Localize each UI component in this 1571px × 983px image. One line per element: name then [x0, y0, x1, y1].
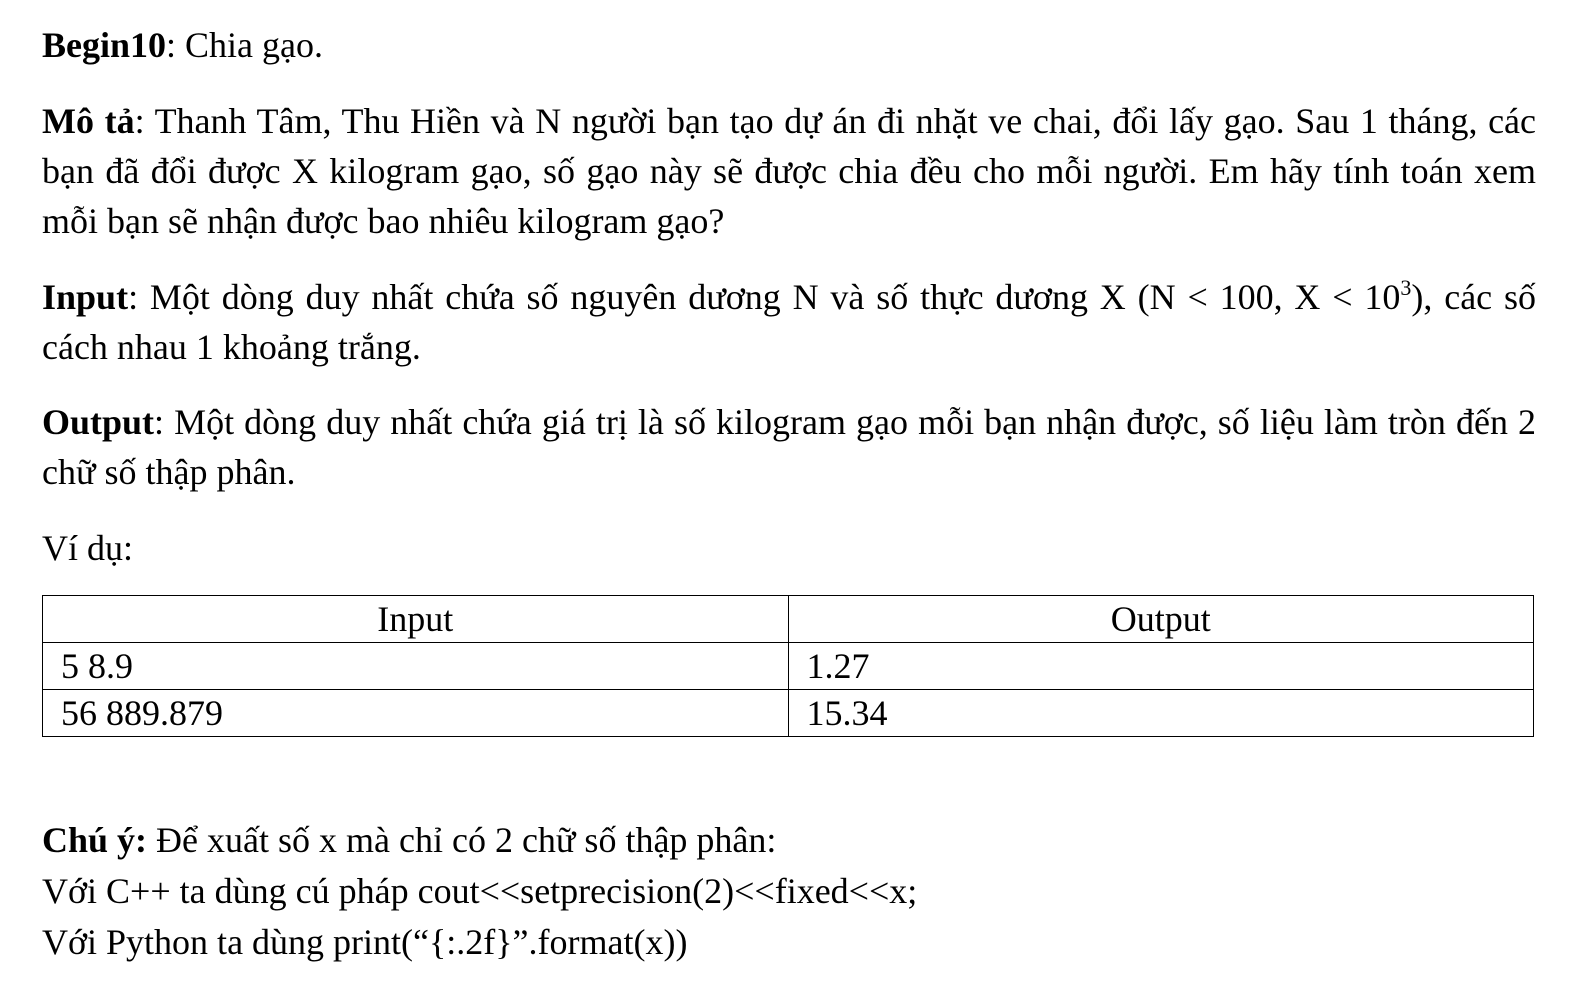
table-row	[43, 643, 1534, 690]
description-paragraph	[42, 96, 1536, 246]
table-row	[43, 690, 1534, 737]
input-spec-label: Input	[42, 277, 129, 317]
input-spec-text: : Một dòng duy nhất chứa số nguyên dương N và số thực dương X (N < 100, X < 10	[128, 277, 1401, 317]
output-spec-label: Output	[42, 402, 155, 442]
description-label: Mô tả	[42, 101, 135, 141]
input-spec-text-after: ), các số cách nhau 1 khoảng trắng.	[42, 277, 1536, 367]
description-text: : Thanh Tâm, Thu Hiền và N người bạn tạo dự án đi nhặt ve chai, đổi lấy gạo. Sau 1 tháng, các bạn đã đổi được X kilogram gạo, số gạo này sẽ được chia đều cho mỗi người. Em hãy tính toán xem mỗi bạn sẽ nhận được bao nhiêu kilogram gạo?	[42, 101, 1537, 241]
example-table	[42, 595, 1534, 737]
input-spec-paragraph	[42, 272, 1536, 372]
problem-name: : Chia gạo.	[166, 25, 323, 65]
table-header-row	[43, 596, 1534, 643]
example-label: Ví dụ:	[42, 528, 134, 568]
note-cpp-line: Với C++ ta dùng cú pháp cout<<setprecision(2)<<fixed<<x;	[42, 871, 918, 911]
problem-code: Begin10	[42, 25, 167, 65]
note-python-line: Với Python ta dùng print(“{:.2f}”.format(x))	[42, 922, 688, 962]
input-spec-exponent: 3	[1400, 275, 1412, 300]
table-header-input: Input	[43, 596, 789, 643]
note-text: Để xuất số x mà chỉ có 2 chữ số thập phân:	[147, 820, 777, 860]
table-cell-output: 15.34	[788, 690, 1534, 737]
note-paragraph	[42, 815, 776, 865]
problem-title	[42, 20, 323, 70]
output-spec-paragraph	[42, 397, 1536, 497]
table-cell-output: 1.27	[788, 643, 1534, 690]
table-header-output: Output	[788, 596, 1534, 643]
table-cell-input: 56 889.879	[43, 690, 789, 737]
note-label: Chú ý:	[42, 820, 148, 860]
table-cell-input: 5 8.9	[43, 643, 789, 690]
output-spec-text: : Một dòng duy nhất chứa giá trị là số kilogram gạo mỗi bạn nhận được, số liệu làm tròn đến 2 chữ số thập phân.	[42, 402, 1536, 492]
